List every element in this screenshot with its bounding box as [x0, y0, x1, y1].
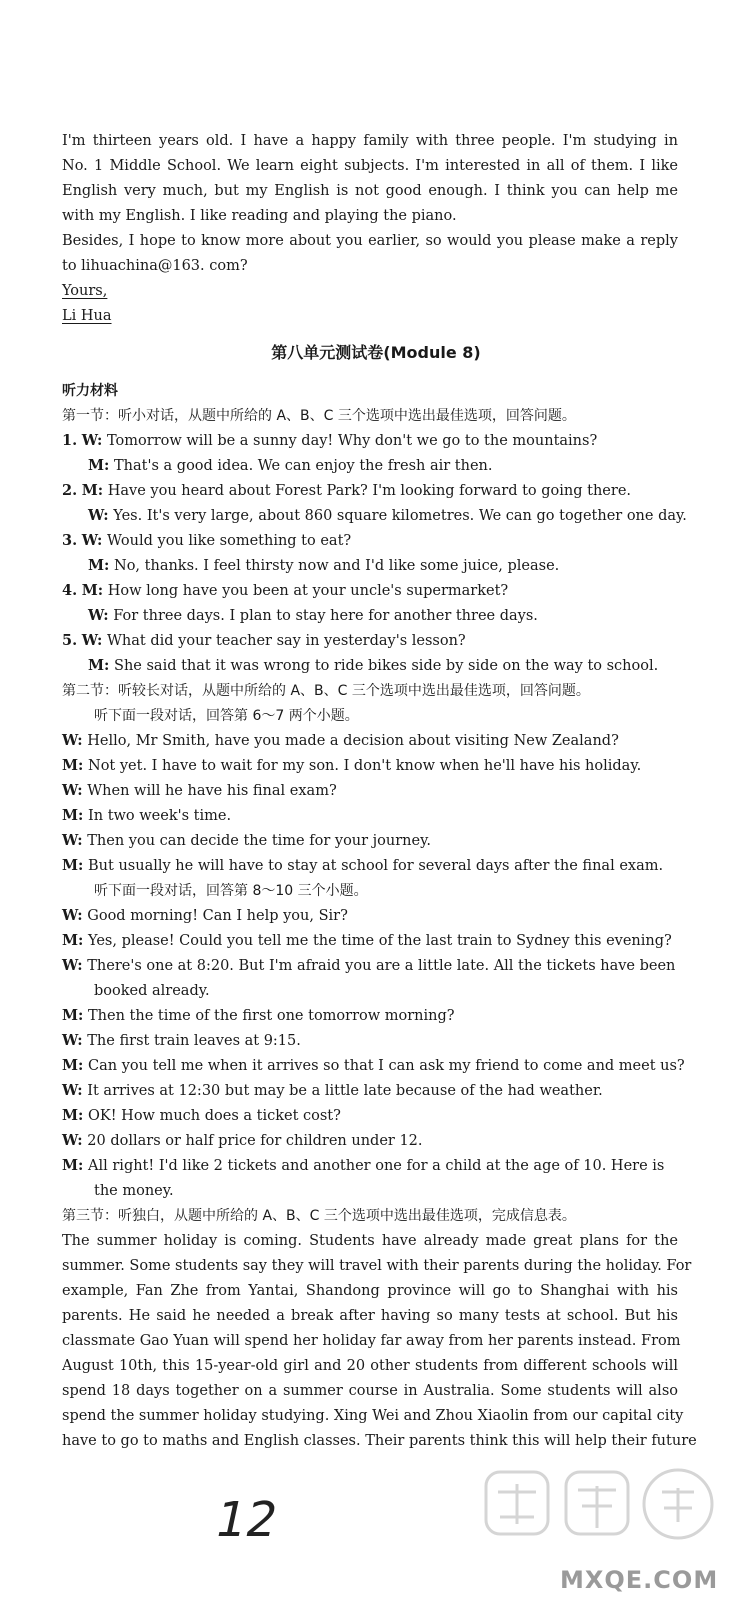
- passage-line: The summer holiday is coming. Students have already made great plans for the: [62, 1233, 678, 1249]
- letter-line: to lihuachina@163. com?: [62, 258, 248, 274]
- page-number: 12: [210, 1492, 284, 1548]
- dialog-line: W: Good morning! Can I help you, Sir?: [62, 907, 348, 924]
- part2-sub-instruction: 听下面一段对话，回答第 6～7 两个小题。: [94, 708, 359, 724]
- section-heading: 听力材料: [62, 383, 118, 399]
- dialog-line: W: Then you can decide the time for your journey.: [62, 832, 431, 849]
- passage-line: example, Fan Zhe from Yantai, Shandong province will go to Shanghai with his: [62, 1283, 678, 1299]
- letter-line: Besides, I hope to know more about you earlier, so would you please make a reply: [62, 233, 678, 249]
- dialog-line: M: Yes, please! Could you tell me the time of the last train to Sydney this evening?: [62, 932, 672, 949]
- dialog-line: W: 20 dollars or half price for children under 12.: [62, 1132, 423, 1149]
- passage-line: spend the summer holiday studying. Xing Wei and Zhou Xiaolin from our capital city: [62, 1408, 684, 1424]
- dialog-line: 2. M: Have you heard about Forest Park? I'm looking forward to going there.: [62, 482, 632, 499]
- dialog-line: the money.: [94, 1183, 174, 1199]
- dialog-line: W: There's one at 8:20. But I'm afraid you are a little late. All the tickets have been: [62, 957, 676, 974]
- dialog-line: M: In two week's time.: [62, 807, 232, 824]
- letter-signature: Li Hua: [62, 308, 112, 324]
- dialog-line: M: That's a good idea. We can enjoy the fresh air then.: [88, 457, 493, 474]
- dialog-line: W: The first train leaves at 9:15.: [62, 1032, 301, 1049]
- part3-instruction: 第三节：听独白，从题中所给的 A、B、C 三个选项中选出最佳选项，完成信息表。: [62, 1208, 576, 1224]
- dialog-line: 4. M: How long have you been at your uncle's supermarket?: [62, 582, 509, 599]
- letter-closing: Yours,: [62, 283, 108, 299]
- dialog-line: M: Then the time of the first one tomorrow morning?: [62, 1007, 455, 1024]
- passage-line: August 10th, this 15-year-old girl and 20 other students from different schools will: [62, 1358, 678, 1374]
- part1-instruction: 第一节：听小对话，从题中所给的 A、B、C 三个选项中选出最佳选项，回答问题。: [62, 408, 576, 424]
- watermark-url: MXQE.COM: [560, 1566, 719, 1594]
- dialog-line: M: Not yet. I have to wait for my son. I don't know when he'll have his holiday.: [62, 757, 642, 774]
- dialog-line: M: Can you tell me when it arrives so that I can ask my friend to come and meet us?: [62, 1057, 685, 1074]
- passage-line: classmate Gao Yuan will spend her holiday far away from her parents instead. From: [62, 1333, 681, 1349]
- dialog-line: M: OK! How much does a ticket cost?: [62, 1107, 341, 1124]
- letter-line: with my English. I like reading and playing the piano.: [62, 208, 457, 224]
- dialog-line: M: No, thanks. I feel thirsty now and I'd like some juice, please.: [88, 557, 560, 574]
- dialog-line: 1. W: Tomorrow will be a sunny day! Why don't we go to the mountains?: [62, 432, 598, 449]
- dialog-line: 3. W: Would you like something to eat?: [62, 532, 352, 549]
- passage-line: parents. He said he needed a break after having so many tests at school. But his: [62, 1308, 678, 1324]
- dialog-line: W: Hello, Mr Smith, have you made a decision about visiting New Zealand?: [62, 732, 619, 749]
- dialog-line: M: But usually he will have to stay at school for several days after the final exam.: [62, 857, 664, 874]
- passage-line: summer. Some students say they will travel with their parents during the holiday. For: [62, 1258, 692, 1274]
- dialog-line: M: All right! I'd like 2 tickets and another one for a child at the age of 10. Here is: [62, 1157, 665, 1174]
- dialog-line: W: When will he have his final exam?: [62, 782, 337, 799]
- dialog-line: W: It arrives at 12:30 but may be a little late because of the had weather.: [62, 1082, 603, 1099]
- dialog-line: booked already.: [94, 983, 210, 999]
- passage-line: spend 18 days together on a summer course in Australia. Some students will also: [62, 1383, 678, 1399]
- part2-instruction: 第二节：听较长对话，从题中所给的 A、B、C 三个选项中选出最佳选项，回答问题。: [62, 683, 590, 699]
- letter-line: I'm thirteen years old. I have a happy family with three people. I'm studying in: [62, 133, 678, 149]
- letter-line: English very much, but my English is not good enough. I think you can help me: [62, 183, 678, 199]
- dialog-line: 5. W: What did your teacher say in yesterday's lesson?: [62, 632, 466, 649]
- part2-sub-instruction: 听下面一段对话，回答第 8～10 三个小题。: [94, 883, 368, 899]
- dialog-line: W: Yes. It's very large, about 860 square kilometres. We can go together one day.: [88, 507, 687, 524]
- passage-line: have to go to maths and English classes. Their parents think this will help their future: [62, 1433, 697, 1449]
- dialog-line: W: For three days. I plan to stay here for another three days.: [88, 607, 538, 624]
- test-title: 第八单元测试卷(Module 8): [271, 343, 481, 362]
- dialog-line: M: She said that it was wrong to ride bikes side by side on the way to school.: [88, 657, 659, 674]
- watermark-logo: [478, 1462, 728, 1582]
- letter-line: No. 1 Middle School. We learn eight subjects. I'm interested in all of them. I like: [62, 158, 678, 174]
